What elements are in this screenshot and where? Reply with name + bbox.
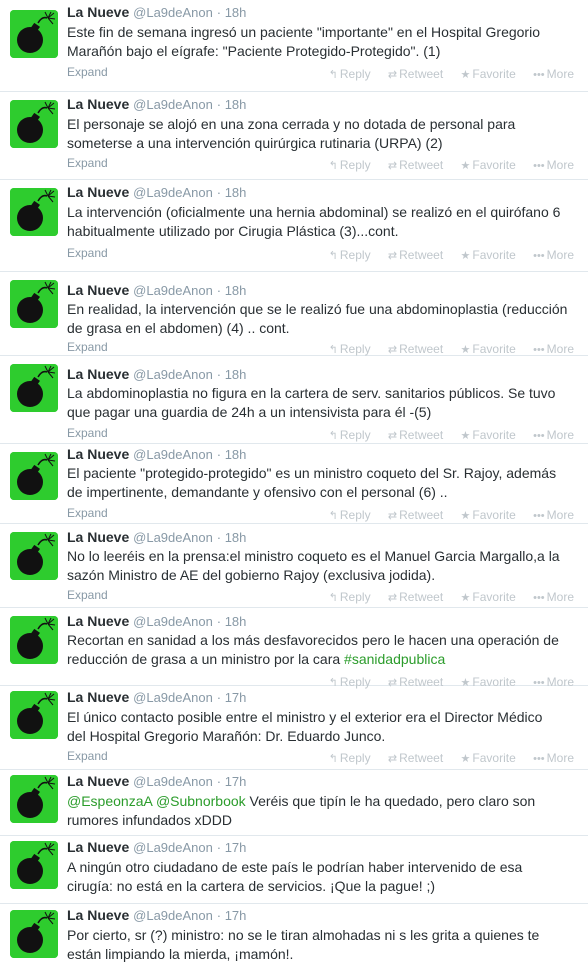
- tweet[interactable]: [0, 608, 588, 689]
- author-name[interactable]: La Nueve: [67, 96, 130, 112]
- bomb-icon: [10, 188, 58, 236]
- avatar[interactable]: [10, 841, 58, 889]
- tweet-time[interactable]: 17h: [224, 908, 247, 923]
- tweet[interactable]: [0, 524, 588, 608]
- tweet[interactable]: [0, 180, 588, 272]
- retweet-button[interactable]: ⇄ Retweet: [387, 342, 444, 356]
- tweet-text: Recortan en sanidad a los más desfavorecidos pero le hacen una operación de reducción de grasa a un ministro por la cara #sanidadpublica: [67, 632, 559, 667]
- tweet-actions: [315, 67, 574, 81]
- expand-link[interactable]: Expand: [67, 65, 108, 79]
- tweet[interactable]: [0, 0, 588, 92]
- author-handle[interactable]: @La9deAnon: [133, 97, 213, 112]
- retweet-icon: ⇄: [387, 430, 398, 442]
- retweet-icon: ⇄: [387, 250, 398, 262]
- avatar[interactable]: [10, 775, 58, 823]
- tweet-header: La Nueve @La9deAnon · 18h: [67, 4, 247, 20]
- more-button[interactable]: ••• More: [533, 590, 574, 604]
- avatar[interactable]: [10, 691, 58, 739]
- reply-icon: ↰: [328, 69, 338, 81]
- avatar[interactable]: [10, 100, 58, 148]
- tweet-time[interactable]: 18h: [224, 97, 247, 112]
- star-icon: ★: [460, 753, 471, 765]
- bomb-icon: [10, 100, 58, 148]
- avatar[interactable]: [10, 616, 58, 664]
- reply-icon: ↰: [328, 344, 338, 356]
- author-name[interactable]: La Nueve: [67, 282, 130, 298]
- retweet-button[interactable]: ⇄ Retweet: [387, 158, 444, 172]
- tweet-actions: [315, 248, 574, 262]
- more-dots-icon: •••: [533, 592, 545, 604]
- bomb-icon: [10, 841, 58, 889]
- tweet-actions: [315, 428, 574, 442]
- bomb-icon: [10, 280, 58, 328]
- favorite-button[interactable]: ★ Favorite: [460, 67, 516, 81]
- avatar[interactable]: [10, 910, 58, 958]
- tweet-text: El personaje se alojó en una zona cerrada y no dotada de personal para someterse a una intervención quirúrgica rutinaria (URPA) (2): [67, 116, 516, 151]
- expand-link[interactable]: Expand: [67, 340, 108, 354]
- tweet-time[interactable]: 18h: [224, 530, 247, 545]
- expand-link[interactable]: Expand: [67, 246, 108, 260]
- retweet-icon: ⇄: [387, 344, 398, 356]
- more-dots-icon: •••: [533, 69, 545, 81]
- tweet-time[interactable]: 18h: [224, 185, 247, 200]
- tweet-time[interactable]: 18h: [224, 283, 247, 298]
- bomb-icon: [10, 910, 58, 958]
- author-handle[interactable]: @La9deAnon: [133, 185, 213, 200]
- avatar[interactable]: [10, 364, 58, 412]
- tweet-header: La Nueve @La9deAnon · 17h: [67, 839, 247, 855]
- avatar[interactable]: [10, 10, 58, 58]
- tweet-text: La intervención (oficialmente una hernia abdominal) se realizó en el quirófano 6 habitualmente utilizado por Cirugia Plástica (3)...cont.: [67, 204, 561, 239]
- reply-button[interactable]: ↰ Reply: [328, 248, 371, 262]
- tweet-actions: [315, 158, 574, 172]
- tweet-text: No lo leeréis en la prensa:el ministro coqueto es el Manuel Garcia Margallo,a la sazón Ministro de AE del gobierno Rajoy (exclusiva jodida).: [67, 548, 560, 583]
- tweet-header: La Nueve @La9deAnon · 17h: [67, 689, 247, 705]
- author-handle[interactable]: @La9deAnon: [133, 774, 213, 789]
- retweet-button[interactable]: ⇄ Retweet: [387, 248, 444, 262]
- tweet[interactable]: [0, 686, 588, 770]
- author-name[interactable]: La Nueve: [67, 184, 130, 200]
- author-handle[interactable]: @La9deAnon: [133, 690, 213, 705]
- more-dots-icon: •••: [533, 677, 545, 689]
- more-dots-icon: •••: [533, 510, 545, 522]
- reply-button[interactable]: ↰ Reply: [328, 342, 371, 356]
- reply-icon: ↰: [328, 510, 338, 522]
- tweet[interactable]: [0, 92, 588, 180]
- tweet-header: La Nueve @La9deAnon · 17h: [67, 773, 247, 789]
- retweet-button[interactable]: ⇄ Retweet: [387, 751, 444, 765]
- tweet-time[interactable]: 17h: [224, 774, 247, 789]
- tweet-text: El paciente "protegido-protegido" es un ministro coqueto del Sr. Rajoy, además de impertinente, demandante y ofensivo con el personal (6) ..: [67, 465, 557, 500]
- expand-link[interactable]: Expand: [67, 426, 108, 440]
- author-name[interactable]: La Nueve: [67, 839, 130, 855]
- retweet-button[interactable]: ⇄ Retweet: [387, 67, 444, 81]
- tweet-text: A ningún otro ciudadano de este país le podrían haber intervenido de esa cirugía: no está en la cartera de servicios. ¡Que la pague! ;): [67, 859, 523, 894]
- more-button[interactable]: ••• More: [533, 67, 574, 81]
- favorite-button[interactable]: ★ Favorite: [460, 428, 516, 442]
- tweet-time[interactable]: 17h: [224, 690, 247, 705]
- retweet-button[interactable]: ⇄ Retweet: [387, 675, 444, 689]
- star-icon: ★: [460, 592, 471, 604]
- tweet-header: La Nueve @La9deAnon · 18h: [67, 446, 247, 462]
- retweet-icon: ⇄: [387, 753, 398, 765]
- expand-link[interactable]: Expand: [67, 156, 108, 170]
- favorite-button[interactable]: ★ Favorite: [460, 508, 516, 522]
- retweet-button[interactable]: ⇄ Retweet: [387, 508, 444, 522]
- tweet-actions: [315, 751, 574, 765]
- more-button[interactable]: ••• More: [533, 342, 574, 356]
- more-dots-icon: •••: [533, 250, 545, 262]
- more-button[interactable]: ••• More: [533, 508, 574, 522]
- tweet-time[interactable]: 18h: [224, 447, 247, 462]
- more-dots-icon: •••: [533, 160, 545, 172]
- favorite-button[interactable]: ★ Favorite: [460, 158, 516, 172]
- author-name[interactable]: La Nueve: [67, 366, 130, 382]
- tweet[interactable]: [0, 770, 588, 836]
- author-handle[interactable]: @La9deAnon: [133, 283, 213, 298]
- retweet-icon: ⇄: [387, 677, 398, 689]
- author-name[interactable]: La Nueve: [67, 446, 130, 462]
- favorite-button[interactable]: ★ Favorite: [460, 342, 516, 356]
- retweet-icon: ⇄: [387, 510, 398, 522]
- bomb-icon: [10, 532, 58, 580]
- tweet-actions: [315, 590, 574, 604]
- tweet-header: La Nueve @La9deAnon · 17h: [67, 907, 247, 923]
- reply-icon: ↰: [328, 677, 338, 689]
- tweet[interactable]: [0, 904, 588, 966]
- tweet-text: Este fin de semana ingresó un paciente "importante" en el Hospital Gregorio Marañón bajo el eígrafe: "Paciente Protegido-Protegido". (1): [67, 24, 540, 59]
- tweet[interactable]: [0, 356, 588, 444]
- expand-link[interactable]: Expand: [67, 749, 108, 763]
- reply-button[interactable]: ↰ Reply: [328, 751, 371, 765]
- author-handle[interactable]: @La9deAnon: [133, 530, 213, 545]
- tweet-text: El único contacto posible entre el ministro y el exterior era el Director Médico del Hospital Gregorio Marañón: Dr. Eduardo Junco.: [67, 709, 543, 744]
- favorite-button[interactable]: ★ Favorite: [460, 590, 516, 604]
- tweet-header: La Nueve @La9deAnon · 18h: [67, 96, 247, 112]
- author-name[interactable]: La Nueve: [67, 907, 130, 923]
- mention-link[interactable]: @EspeonzaA: [67, 793, 153, 809]
- retweet-button[interactable]: ⇄ Retweet: [387, 590, 444, 604]
- author-name[interactable]: La Nueve: [67, 613, 130, 629]
- reply-icon: ↰: [328, 430, 338, 442]
- bomb-icon: [10, 775, 58, 823]
- tweet[interactable]: [0, 444, 588, 524]
- more-button[interactable]: ••• More: [533, 428, 574, 442]
- hashtag-link[interactable]: #sanidadpublica: [344, 651, 446, 667]
- avatar[interactable]: [10, 532, 58, 580]
- reply-button[interactable]: ↰ Reply: [328, 590, 371, 604]
- tweet-header: La Nueve @La9deAnon · 18h: [67, 282, 247, 298]
- star-icon: ★: [460, 677, 471, 689]
- tweet[interactable]: [0, 272, 588, 356]
- reply-button[interactable]: ↰ Reply: [328, 675, 371, 689]
- tweet-text: Por cierto, sr (?) ministro: no se le tiran almohadas ni s les grita a quienes te están limpiando la mierda, ¡mamón!.: [67, 927, 540, 962]
- author-handle[interactable]: @La9deAnon: [133, 367, 213, 382]
- retweet-icon: ⇄: [387, 69, 398, 81]
- bomb-icon: [10, 364, 58, 412]
- reply-button[interactable]: ↰ Reply: [328, 428, 371, 442]
- tweet-header: La Nueve @La9deAnon · 18h: [67, 184, 247, 200]
- reply-button[interactable]: ↰ Reply: [328, 508, 371, 522]
- expand-link[interactable]: Expand: [67, 506, 108, 520]
- reply-icon: ↰: [328, 250, 338, 262]
- author-name[interactable]: La Nueve: [67, 4, 130, 20]
- tweet-text: La abdominoplastia no figura en la cartera de serv. sanitarios públicos. Se tuvo que pagar una guardia de 24h a un intensivista para él -(5): [67, 385, 556, 420]
- tweet-time[interactable]: 17h: [224, 840, 247, 855]
- reply-icon: ↰: [328, 160, 338, 172]
- tweet-header: La Nueve @La9deAnon · 18h: [67, 529, 247, 545]
- avatar[interactable]: [10, 452, 58, 500]
- retweet-button[interactable]: ⇄ Retweet: [387, 428, 444, 442]
- favorite-button[interactable]: ★ Favorite: [460, 751, 516, 765]
- author-handle[interactable]: @La9deAnon: [133, 447, 213, 462]
- reply-button[interactable]: ↰ Reply: [328, 67, 371, 81]
- star-icon: ★: [460, 510, 471, 522]
- author-handle[interactable]: @La9deAnon: [133, 5, 213, 20]
- avatar[interactable]: [10, 188, 58, 236]
- tweet-header: La Nueve @La9deAnon · 18h: [67, 366, 247, 382]
- expand-link[interactable]: Expand: [67, 588, 108, 602]
- bomb-icon: [10, 616, 58, 664]
- retweet-icon: ⇄: [387, 160, 398, 172]
- star-icon: ★: [460, 430, 471, 442]
- author-name[interactable]: La Nueve: [67, 773, 130, 789]
- star-icon: ★: [460, 250, 471, 262]
- more-button[interactable]: ••• More: [533, 751, 574, 765]
- more-dots-icon: •••: [533, 344, 545, 356]
- more-dots-icon: •••: [533, 430, 545, 442]
- tweet[interactable]: [0, 836, 588, 904]
- more-dots-icon: •••: [533, 753, 545, 765]
- bomb-icon: [10, 10, 58, 58]
- author-handle[interactable]: @La9deAnon: [133, 840, 213, 855]
- author-handle[interactable]: @La9deAnon: [133, 908, 213, 923]
- reply-icon: ↰: [328, 592, 338, 604]
- star-icon: ★: [460, 344, 471, 356]
- tweet-time[interactable]: 18h: [224, 614, 247, 629]
- tweet-text: @EspeonzaA @Subnorbook Veréis que tipín le ha quedado, pero claro son rumores infundados xDDD: [67, 793, 536, 828]
- bomb-icon: [10, 452, 58, 500]
- more-button[interactable]: ••• More: [533, 158, 574, 172]
- tweet-text: En realidad, la intervención que se le realizó fue una abdominoplastia (reducción de grasa en el abdomen) (4) .. cont.: [67, 301, 568, 336]
- star-icon: ★: [460, 69, 471, 81]
- reply-button[interactable]: ↰ Reply: [328, 158, 371, 172]
- mention-link[interactable]: @Subnorbook: [155, 793, 246, 809]
- author-name[interactable]: La Nueve: [67, 689, 130, 705]
- bomb-icon: [10, 691, 58, 739]
- favorite-button[interactable]: ★ Favorite: [460, 248, 516, 262]
- tweet-header: La Nueve @La9deAnon · 18h: [67, 613, 247, 629]
- reply-icon: ↰: [328, 753, 338, 765]
- star-icon: ★: [460, 160, 471, 172]
- favorite-button[interactable]: ★ Favorite: [460, 675, 516, 689]
- tweet-time[interactable]: 18h: [224, 367, 247, 382]
- tweet-actions: [315, 342, 574, 356]
- author-handle[interactable]: @La9deAnon: [133, 614, 213, 629]
- author-name[interactable]: La Nueve: [67, 529, 130, 545]
- tweet-time[interactable]: 18h: [224, 5, 247, 20]
- more-button[interactable]: ••• More: [533, 248, 574, 262]
- more-button[interactable]: ••• More: [533, 675, 574, 689]
- tweet-actions: [315, 508, 574, 522]
- avatar[interactable]: [10, 280, 58, 328]
- retweet-icon: ⇄: [387, 592, 398, 604]
